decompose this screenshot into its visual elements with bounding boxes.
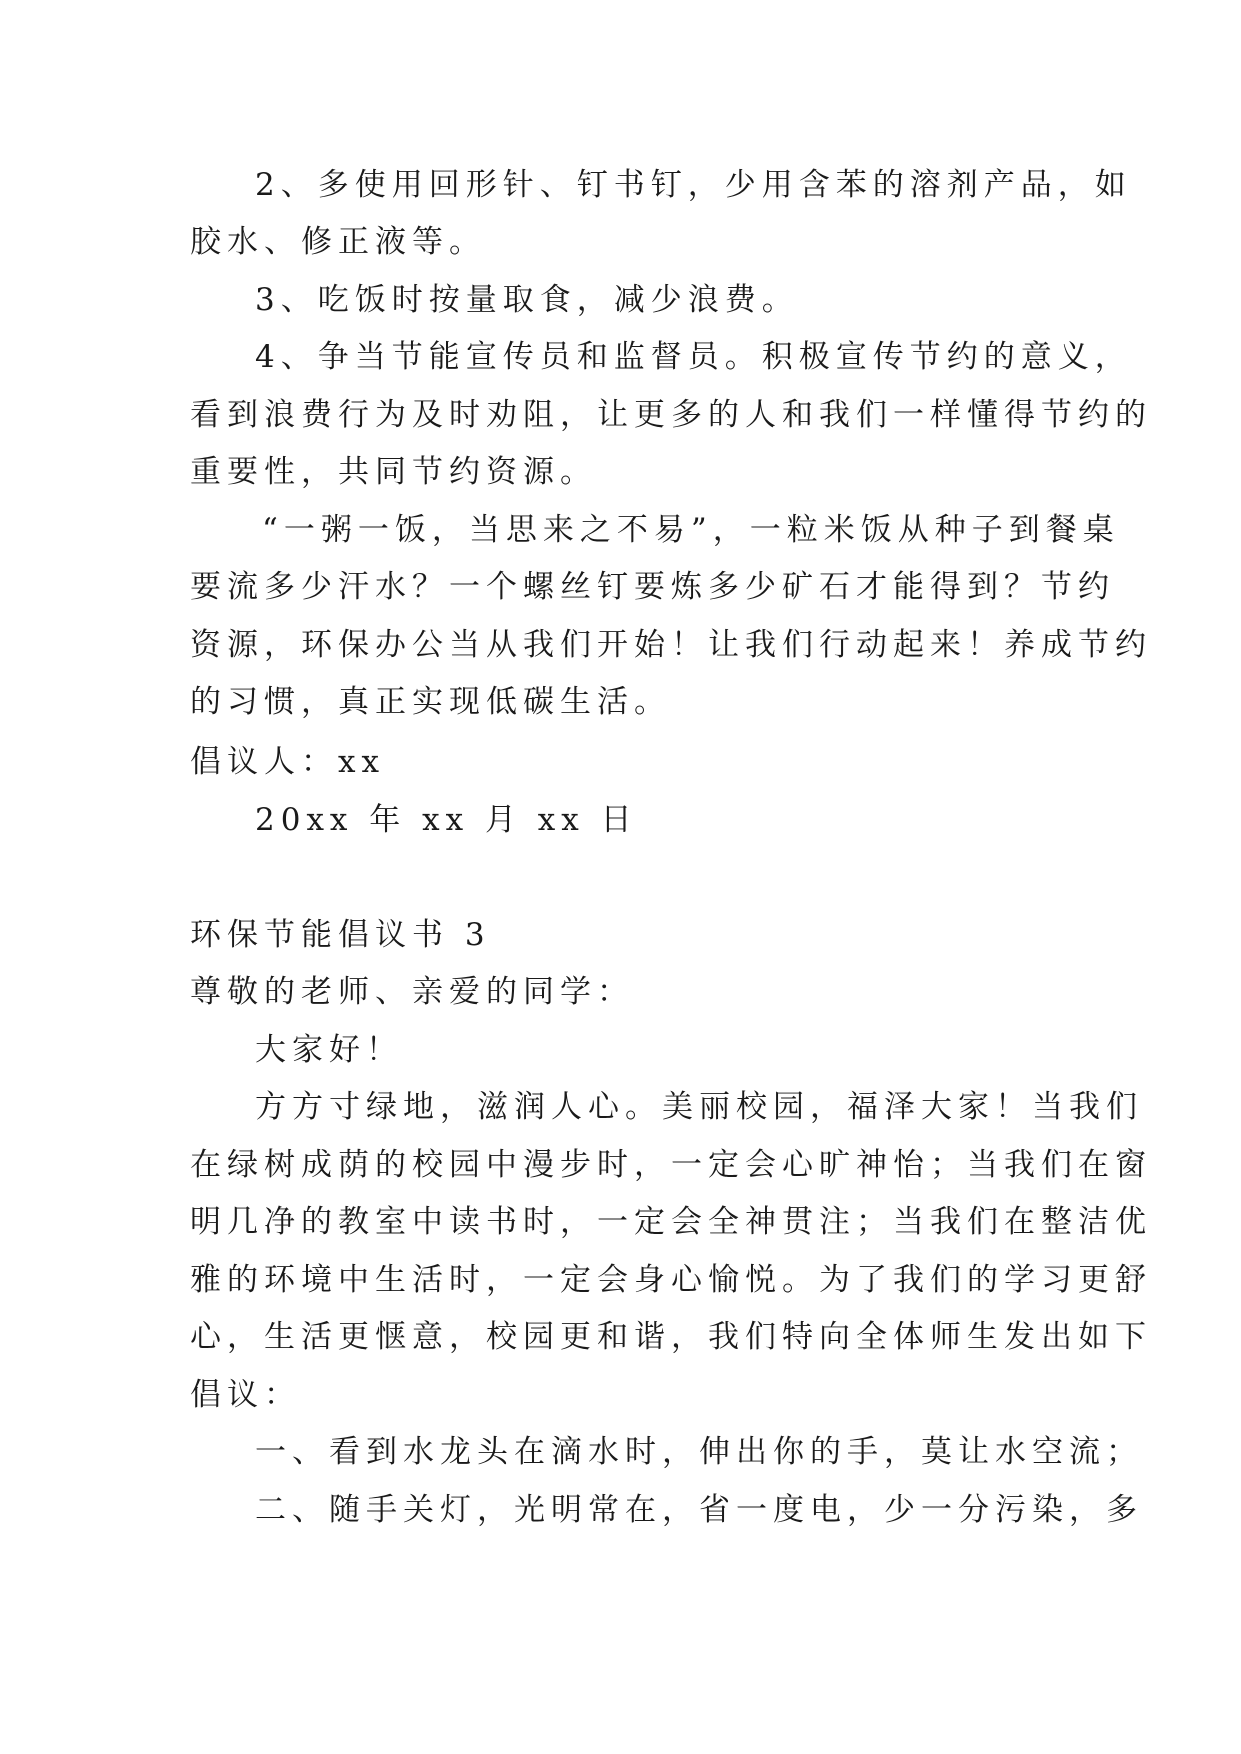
intro-line1: 方方寸绿地，滋润人心。美丽校园，福泽大家！当我们 (255, 1089, 1143, 1125)
item4-line2: 看到浪费行为及时劝阻，让更多的人和我们一样懂得节约的 (190, 397, 1152, 433)
closing-line3: 资源，环保办公当从我们开始！让我们行动起来！养成节约 (190, 627, 1152, 663)
signer: 倡议人：xx (190, 744, 385, 780)
item2-line1: 2、多使用回形针、钉书钉，少用含苯的溶剂产品，如 (255, 167, 1132, 203)
salutation: 尊敬的老师、亲爱的同学： (190, 974, 634, 1010)
section-title: 环保节能倡议书 3 (190, 917, 491, 953)
intro-line4: 雅的环境中生活时，一定会身心愉悦。为了我们的学习更舒 (190, 1262, 1152, 1298)
item4-line3: 重要性，共同节约资源。 (190, 454, 597, 490)
closing-line4: 的习惯，真正实现低碳生活。 (190, 684, 671, 720)
item3: 3、吃饭时按量取食，减少浪费。 (255, 282, 799, 318)
item2-line2: 胶水、修正液等。 (190, 224, 486, 260)
greeting: 大家好！ (255, 1032, 403, 1068)
intro-line6: 倡议： (190, 1377, 301, 1413)
closing-line2: 要流多少汗水？一个螺丝钉要炼多少矿石才能得到？节约 (190, 569, 1115, 605)
point2: 二、随手关灯，光明常在，省一度电，少一分污染，多 (255, 1492, 1143, 1528)
point1: 一、看到水龙头在滴水时，伸出你的手，莫让水空流； (255, 1434, 1143, 1470)
intro-line5: 心，生活更惬意，校园更和谐，我们特向全体师生发出如下 (190, 1319, 1152, 1355)
item4-line1: 4、争当节能宣传员和监督员。积极宣传节约的意义， (255, 339, 1132, 375)
intro-line3: 明几净的教室中读书时，一定会全神贯注；当我们在整洁优 (190, 1204, 1152, 1240)
date: 20xx 年 xx 月 xx 日 (255, 802, 638, 838)
closing-line1: “一粥一饭，当思来之不易”，一粒米饭从种子到餐桌 (262, 512, 1120, 548)
intro-line2: 在绿树成荫的校园中漫步时，一定会心旷神怡；当我们在窗 (190, 1147, 1152, 1183)
